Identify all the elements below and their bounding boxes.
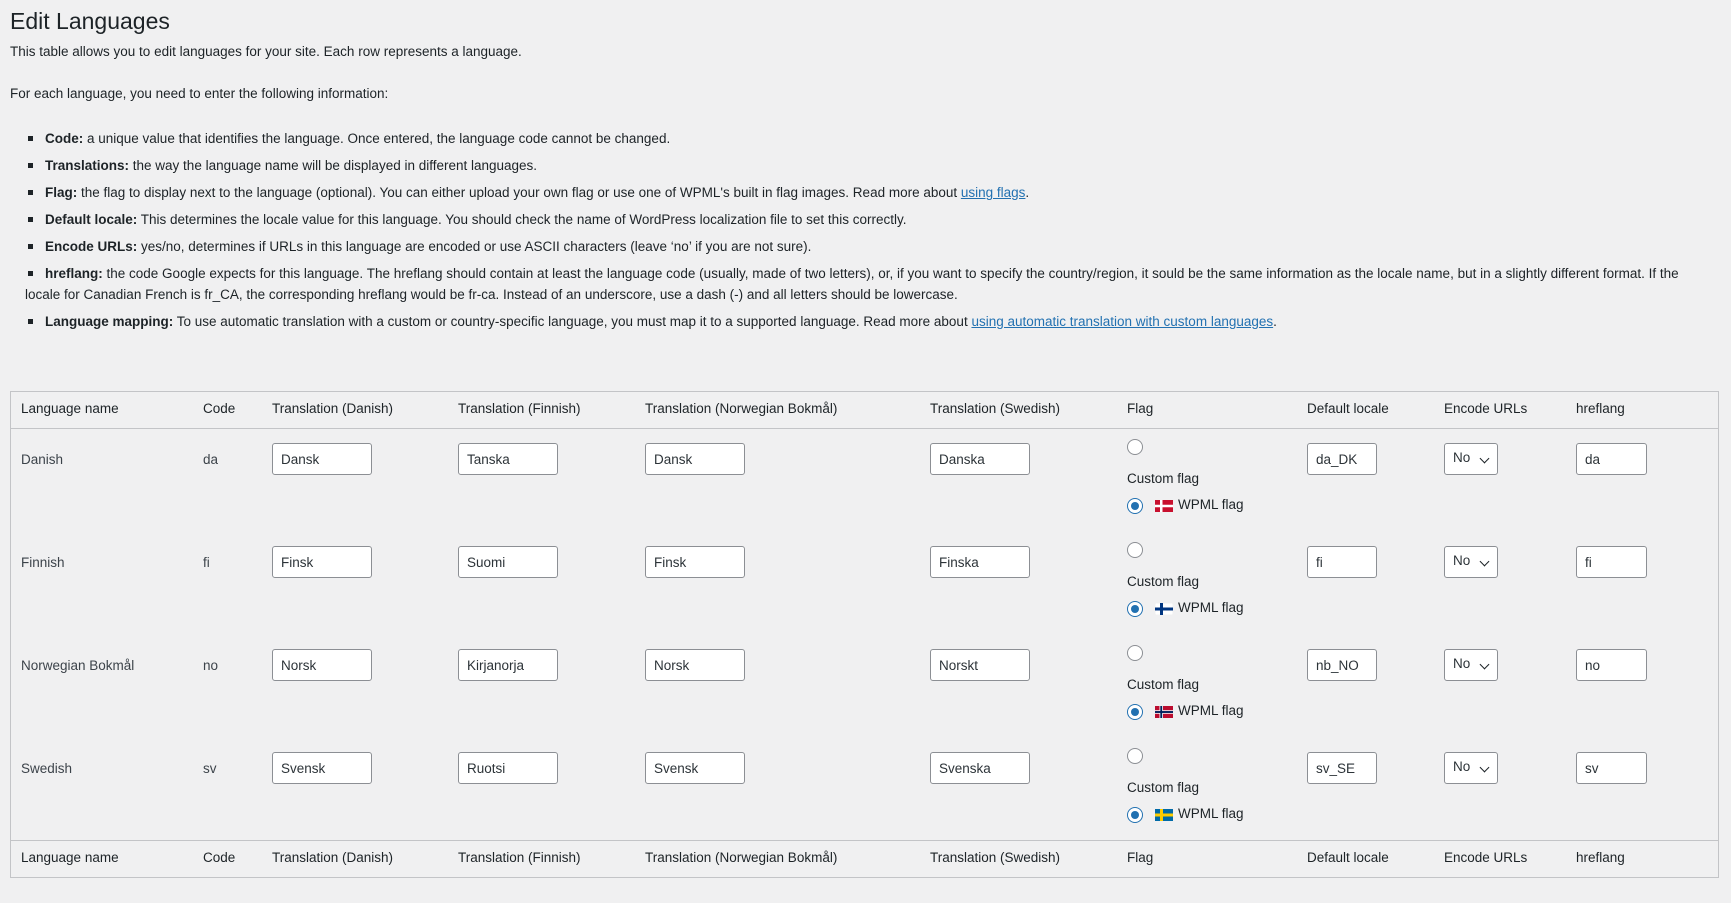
- encode-urls-select[interactable]: No: [1444, 649, 1498, 681]
- col-header-translation-finnish: Translation (Finnish): [458, 401, 581, 416]
- custom-flag-radio[interactable]: [1127, 439, 1143, 455]
- chevron-down-icon: [1480, 454, 1490, 464]
- translation-swedish-input[interactable]: [930, 649, 1030, 681]
- custom-flag-radio[interactable]: [1127, 748, 1143, 764]
- translation-finnish-input[interactable]: [458, 649, 558, 681]
- using-flags-link[interactable]: using flags: [960, 185, 1026, 200]
- col-header-default-locale: Default locale: [1307, 401, 1389, 416]
- wpml-flag-label: WPML flag: [1178, 806, 1244, 821]
- info-item-flag: Flag: the flag to display next to the language (optional). You can either upload your own flag or use one of WPML's built in flag images. Read more about using flags.: [10, 182, 1721, 203]
- custom-flag-label: Custom flag: [1127, 574, 1200, 589]
- col-footer-default-locale: Default locale: [1307, 850, 1389, 865]
- wpml-flag-label: WPML flag: [1178, 600, 1244, 615]
- translation-danish-input[interactable]: [272, 443, 372, 475]
- chevron-down-icon: [1480, 660, 1490, 670]
- translation-swedish-input[interactable]: [930, 443, 1030, 475]
- col-footer-hreflang: hreflang: [1576, 850, 1625, 865]
- custom-flag-label: Custom flag: [1127, 471, 1200, 486]
- col-header-translation-danish: Translation (Danish): [272, 401, 394, 416]
- translation-finnish-input[interactable]: [458, 546, 558, 578]
- language-name: Finnish: [21, 555, 65, 570]
- custom-flag-label: Custom flag: [1127, 780, 1200, 795]
- translation-norwegian-input[interactable]: [645, 546, 745, 578]
- info-item-translations: Translations: the way the language name will be displayed in different languages.: [10, 155, 1721, 176]
- col-footer-language-name: Language name: [21, 850, 119, 865]
- col-header-code: Code: [203, 401, 236, 416]
- norway-flag-icon: [1155, 706, 1173, 718]
- language-name: Swedish: [21, 761, 73, 776]
- col-footer-translation-norwegian: Translation (Norwegian Bokmål): [645, 850, 838, 865]
- col-header-translation-norwegian: Translation (Norwegian Bokmål): [645, 401, 838, 416]
- wpml-flag-radio[interactable]: [1127, 807, 1143, 823]
- translation-danish-input[interactable]: [272, 649, 372, 681]
- translation-finnish-input[interactable]: [458, 752, 558, 784]
- translation-norwegian-input[interactable]: [645, 443, 745, 475]
- wpml-flag-label: WPML flag: [1178, 703, 1244, 718]
- encode-urls-select[interactable]: No: [1444, 752, 1498, 784]
- info-item-hreflang: hreflang: the code Google expects for this language. The hreflang should contain at least the language code (usually, made of two letters), or, if you want to specify the country/region, it sould be the same information as the locale name, but in a slightly different format. If the locale for Canadian French is fr_CA, the corresponding hreflang would be fr-ca. Instead of an underscore, use a dash (-) and all letters should be lowercase.: [10, 263, 1721, 305]
- col-footer-translation-finnish: Translation (Finnish): [458, 850, 581, 865]
- language-code: no: [203, 658, 219, 673]
- table-header: [11, 392, 1718, 429]
- languages-table: [10, 391, 1719, 878]
- translation-swedish-input[interactable]: [930, 752, 1030, 784]
- custom-flag-label: Custom flag: [1127, 677, 1200, 692]
- translation-finnish-input[interactable]: [458, 443, 558, 475]
- default-locale-input[interactable]: [1307, 546, 1377, 578]
- edit-languages-page: [0, 0, 1721, 332]
- wpml-flag-radio[interactable]: [1127, 704, 1143, 720]
- sweden-flag-icon: [1155, 809, 1173, 821]
- language-name: Danish: [21, 452, 64, 467]
- encode-urls-select[interactable]: No: [1444, 443, 1498, 475]
- intro-text: This table allows you to edit languages for your site. Each row represents a language.: [10, 44, 522, 59]
- col-footer-translation-danish: Translation (Danish): [272, 850, 394, 865]
- hreflang-input[interactable]: [1576, 546, 1647, 578]
- table-footer: [11, 840, 1718, 877]
- hreflang-input[interactable]: [1576, 443, 1647, 475]
- translation-norwegian-input[interactable]: [645, 752, 745, 784]
- col-header-hreflang: hreflang: [1576, 401, 1625, 416]
- table-row: [11, 634, 1718, 737]
- finland-flag-icon: [1155, 603, 1173, 615]
- encode-urls-select[interactable]: No: [1444, 546, 1498, 578]
- table-row: [11, 737, 1718, 840]
- col-header-translation-swedish: Translation (Swedish): [930, 401, 1061, 416]
- wpml-flag-radio[interactable]: [1127, 498, 1143, 514]
- col-footer-translation-swedish: Translation (Swedish): [930, 850, 1061, 865]
- custom-flag-radio[interactable]: [1127, 542, 1143, 558]
- translation-swedish-input[interactable]: [930, 546, 1030, 578]
- language-code: sv: [203, 761, 217, 776]
- col-footer-flag: Flag: [1127, 850, 1154, 865]
- denmark-flag-icon: [1155, 500, 1173, 512]
- wpml-flag-radio[interactable]: [1127, 601, 1143, 617]
- chevron-down-icon: [1480, 763, 1490, 773]
- col-footer-code: Code: [203, 850, 236, 865]
- table-row: [11, 428, 1718, 531]
- custom-flag-radio[interactable]: [1127, 645, 1143, 661]
- info-item-language-mapping: Language mapping: To use automatic translation with a custom or country-specific language, you must map it to a supported language. Read more about using automatic translation with custom languages.: [10, 311, 1721, 332]
- col-footer-encode-urls: Encode URLs: [1444, 850, 1528, 865]
- default-locale-input[interactable]: [1307, 443, 1377, 475]
- info-item-code: Code: a unique value that identifies the language. Once entered, the language code cannot be changed.: [10, 128, 1721, 149]
- col-header-flag: Flag: [1127, 401, 1154, 416]
- automatic-translation-custom-languages-link[interactable]: using automatic translation with custom languages: [971, 314, 1274, 329]
- hreflang-input[interactable]: [1576, 649, 1647, 681]
- language-code: fi: [203, 555, 210, 570]
- translation-danish-input[interactable]: [272, 546, 372, 578]
- col-header-language-name: Language name: [21, 401, 119, 416]
- translation-danish-input[interactable]: [272, 752, 372, 784]
- hreflang-input[interactable]: [1576, 752, 1647, 784]
- chevron-down-icon: [1480, 557, 1490, 567]
- default-locale-input[interactable]: [1307, 649, 1377, 681]
- field-info-list: [10, 128, 1721, 332]
- col-header-encode-urls: Encode URLs: [1444, 401, 1528, 416]
- language-code: da: [203, 452, 219, 467]
- language-name: Norwegian Bokmål: [21, 658, 135, 673]
- translation-norwegian-input[interactable]: [645, 649, 745, 681]
- table-row: [11, 531, 1718, 634]
- default-locale-input[interactable]: [1307, 752, 1377, 784]
- intro-text-2: For each language, you need to enter the following information:: [10, 86, 389, 101]
- info-item-default-locale: Default locale: This determines the locale value for this language. You should check the name of WordPress localization file to set this correctly.: [10, 209, 1721, 230]
- info-item-encode-urls: Encode URLs: yes/no, determines if URLs in this language are encoded or use ASCII characters (leave ‘no’ if you are not sure).: [10, 236, 1721, 257]
- wpml-flag-label: WPML flag: [1178, 497, 1244, 512]
- page-title: Edit Languages: [10, 8, 170, 34]
